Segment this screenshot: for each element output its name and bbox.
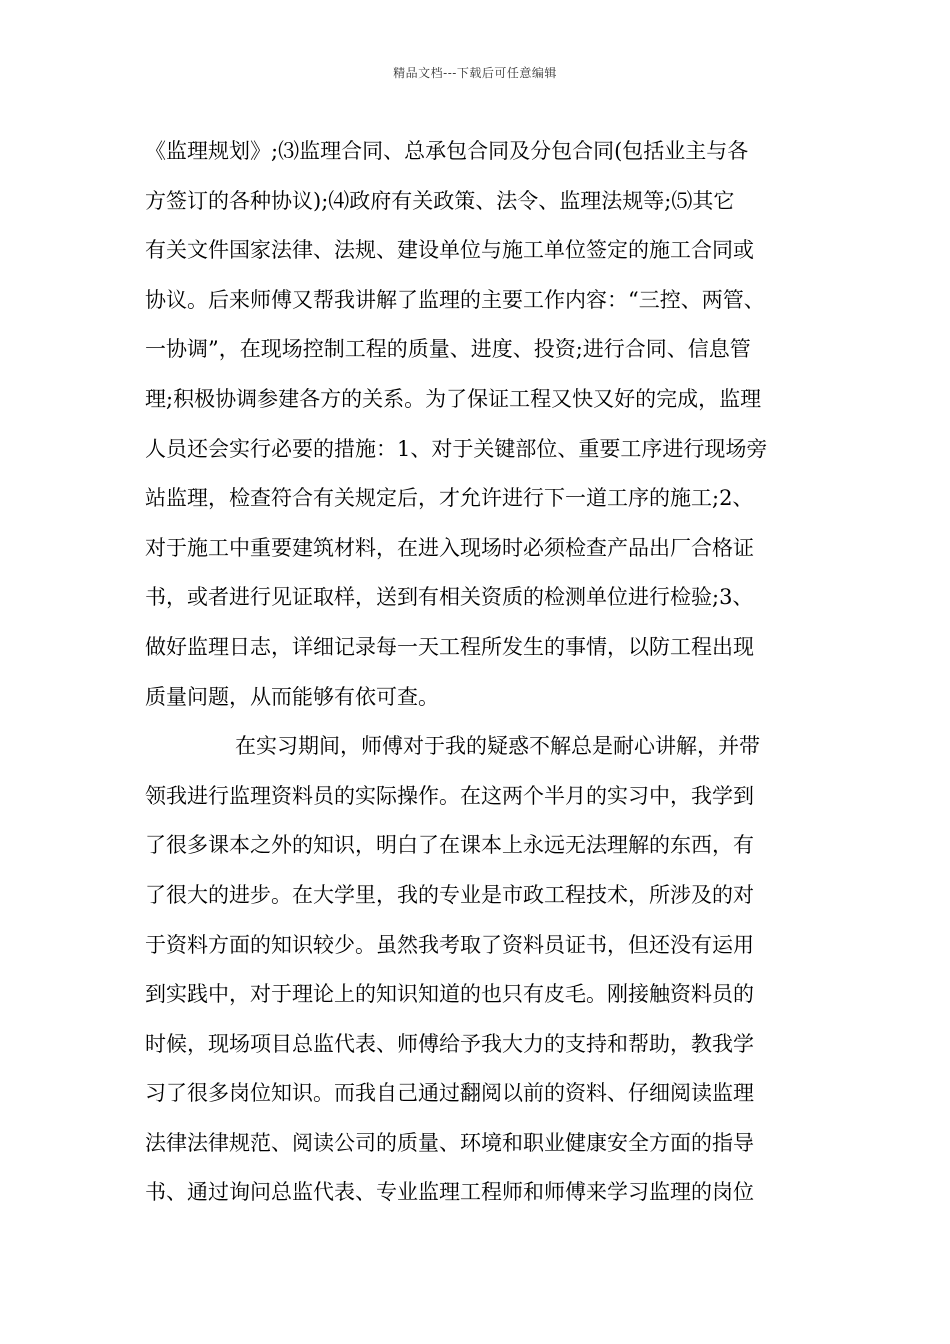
text-line: 时候，现场项目总监代表、师傅给予我大力的支持和帮助，教我学 (145, 1031, 754, 1056)
text-line: 协议。后来师傅又帮我讲解了监理的主要工作内容：“三控、两管、 (145, 287, 765, 312)
text-line: 书，或者进行见证取样，送到有相关资质的检测单位进行检验;3、 (145, 585, 754, 610)
text-line: 对于施工中重要建筑材料，在进入现场时必须检查产品出厂合格证 (145, 535, 754, 560)
page-header: 精品文档---下载后可任意编辑 (393, 66, 557, 80)
text-line: 有关文件国家法律、法规、建设单位与施工单位签定的施工合同或 (145, 238, 754, 263)
text-line: 了很多课本之外的知识，明白了在课本上永远无法理解的东西，有 (145, 833, 754, 858)
text-line: 人员还会实行必要的措施：1、对于关键部位、重要工序进行现场旁 (145, 436, 768, 461)
text-line: 《监理规划》;⑶监理合同、总承包合同及分包合同(包括业主与各 (145, 139, 749, 163)
text-line: 了很大的进步。在大学里，我的专业是市政工程技术，所涉及的对 (145, 882, 754, 907)
text-line: 习了很多岗位知识。而我自己通过翻阅以前的资料、仔细阅读监理 (145, 1081, 754, 1106)
document-body (145, 127, 835, 1218)
text-line: 质量问题，从而能够有依可查。 (145, 684, 439, 709)
text-line: 做好监理日志，详细记录每一天工程所发生的事情，以防工程出现 (145, 634, 754, 659)
text-line: 书、通过询问总监代表、专业监理工程师和师傅来学习监理的岗位 (145, 1180, 754, 1205)
text-line: 理;积极协调参建各方的关系。为了保证工程又快又好的完成，监理 (145, 386, 762, 411)
paragraph-1 (145, 127, 835, 722)
text-line: 一协调”，在现场控制工程的质量、进度、投资;进行合同、信息管 (145, 337, 751, 362)
text-line: 于资料方面的知识较少。虽然我考取了资料员证书，但还没有运用 (145, 932, 754, 957)
text-line: 方签订的各种协议);⑷政府有关政策、法令、监理法规等;⑸其它 (145, 188, 735, 213)
paragraph-2 (145, 722, 835, 1218)
text-line: 站监理，检查符合有关规定后，才允许进行下一道工序的施工;2、 (145, 486, 754, 511)
text-line: 在实习期间，师傅对于我的疑惑不解总是耐心讲解，并带 (235, 734, 760, 759)
text-line: 领我进行监理资料员的实际操作。在这两个半月的实习中，我学到 (145, 783, 754, 808)
text-line: 到实践中，对于理论上的知识知道的也只有皮毛。刚接触资料员的 (145, 982, 754, 1007)
text-line: 法律法律规范、阅读公司的质量、环境和职业健康安全方面的指导 (145, 1130, 754, 1155)
